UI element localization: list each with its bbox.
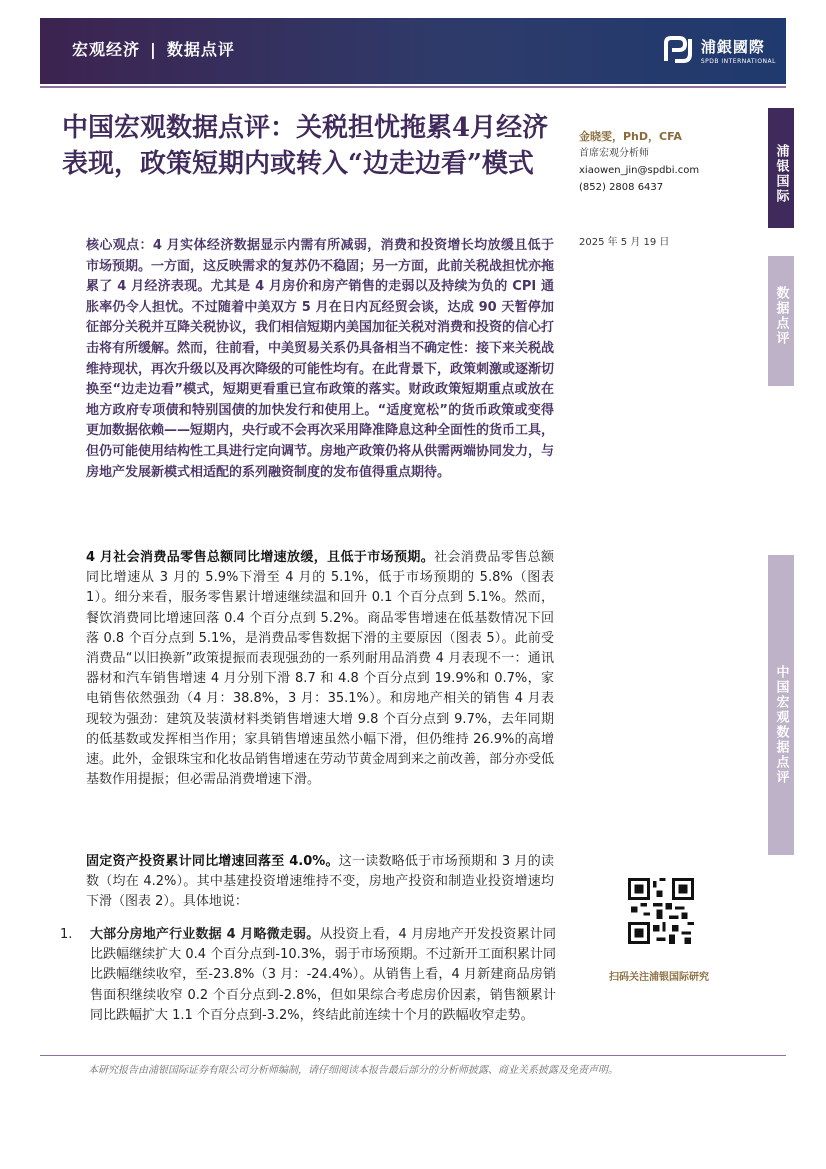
paragraph-lead: 固定资产投资累计同比增速回落至 4.0%。	[86, 854, 339, 869]
report-category	[72, 37, 235, 60]
author-name: 金晓雯，PhD，CFA	[579, 130, 682, 143]
header-divider	[40, 86, 786, 88]
paragraph-lead: 4 月社会消费品零售总额同比增速放缓，且低于市场预期。	[86, 550, 435, 565]
sidebar-tab-brand	[768, 108, 794, 228]
sidebar-tab-series-label: 中国宏观数据点评	[773, 665, 789, 785]
report-title: 中国宏观数据点评：关税担忧拖累4月经济表现，政策短期内或转入“边走边看”模式	[62, 113, 549, 179]
author-phone: (852) 2808 6437	[579, 182, 664, 193]
logo-chinese-name: 浦銀國際	[700, 37, 765, 56]
list-item-lead: 大部分房地产行业数据 4 月略微走弱。	[90, 927, 320, 942]
report-header-band	[40, 18, 786, 84]
list-item-number: 1.	[60, 927, 73, 942]
key-takeaways: 核心观点：4 月实体经济数据显示内需有所减弱，消费和投资增长均放缓且低于市场预期。一方面，这反映需求的复苏仍不稳固；另一方面，此前关税战担忧亦拖累了 4 月经济表现。尤其是 4 月房价和房产销售的走弱以及持续为负的 CPI 通胀率仍令人担忧。不过随着中美双方 5 月在日内瓦经贸会谈，达成 90 天暂停加征部分关税并互降关税协议，我们相信短期内美国加征关税对消费和投资的信心打击将有所缓解。然而，往前看，中美贸易关系仍具备相当不确定性：接下来关税战维持现状，再次升级以及再次降级的可能性均有。在此背景下，政策刺激或逐渐切换至“边走边看”模式，短期更看重已宣布政策的落实。财政政策短期重点或放在地方政府专项债和特别国债的加快发行和使用上。“适度宽松”的货币政策或变得更加数据依赖——短期内，央行或不会再次采用降准降息这种全面性的货币工具，但仍可能使用结构性工具进行定向调节。房地产政策仍将从供需两端协同发力，与房地产发展新模式相适配的系列融资制度的发布值得重点期待。	[86, 238, 555, 480]
author-email[interactable]: xiaowen_jin@spdbi.com	[579, 165, 700, 176]
sidebar-tab-brand-label: 浦银国际	[773, 144, 789, 204]
qr-caption: 扫码关注浦银国际研究	[609, 972, 709, 983]
category-separator: |	[150, 40, 157, 59]
author-role: 首席宏观分析师	[579, 148, 649, 159]
paragraph-body: 这一读数略低于市场预期和 3 月的读数（均在 4.2%）。其中基建投资增速维持不变，房地产投资和制造业投资增速均下滑（图表 2）。具体地说：	[86, 854, 554, 910]
sidebar-tab-type-label: 数据点评	[773, 286, 789, 346]
qr-code-icon[interactable]	[628, 878, 694, 944]
footer-divider	[40, 1055, 786, 1056]
paragraph-fixed-asset-investment	[86, 852, 554, 913]
spdb-logo	[661, 33, 776, 67]
logo-mark-icon	[661, 33, 695, 67]
paragraph-retail-sales	[86, 548, 554, 790]
category-label: 宏观经济	[72, 40, 141, 59]
logo-english-name: SPDB INTERNATIONAL	[700, 57, 776, 65]
list-item-body: 从投资上看，4 月房地产开发投资累计同比跌幅继续扩大 0.4 个百分点到-10.3%，弱于市场预期。不过新开工面积累计同比跌幅继续收窄，至-23.8%（3 月：-24.4%）。从销售上看，4 月新建商品房销售面积继续收窄 0.2 个百分点到-2.8%，但如果综合考虑房价因素，销售额累计同比跌幅扩大 1.1 个百分点到-3.2%，终结此前连续十个月的跌幅收窄走势。	[90, 927, 556, 1023]
list-item	[90, 925, 556, 1026]
paragraph-body: 社会消费品零售总额同比增速从 3 月的 5.9%下滑至 4 月的 5.1%，低于市场预期的 5.8%（图表 1）。细分来看，服务零售累计增速继续温和回升 0.1 个百分点到 5.1%。然而，餐饮消费同比增速回落 0.4 个百分点到 5.2%。商品零售增速在低基数情况下回落 0.8 个百分点到 5.1%，是消费品零售数据下滑的主要原因（图表 5）。此前受消费品“以旧换新”政策提振而表现强劲的一系列耐用品消费 4 月表现不一：通讯器材和汽车销售增速 4 月分别下滑 8.7 和 4.8 个百分点到 19.9%和 0.7%，家电销售依然强劲（4 月：38.8%，3 月：35.1%）。和房地产相关的销售 4 月表现较为强劲：建筑及装潢材料类销售增速大增 9.8 个百分点到 9.7%，去年同期的低基数或发挥相当作用；家具销售增速虽然小幅下滑，但仍维持 26.9%的高增速。此外，金银珠宝和化妆品销售增速在劳动节黄金周到来之前改善，部分亦受低基数作用提振；但必需品消费增速下滑。	[86, 550, 555, 788]
sidebar-tab-type	[768, 256, 794, 386]
disclaimer-footer: 本研究报告由浦银国际证券有限公司分析师编制，请仔细阅读本报告最后部分的分析师披露、商业关系披露及免责声明。	[88, 1065, 618, 1076]
subcategory-label: 数据点评	[166, 40, 235, 59]
sidebar-tab-series	[768, 555, 794, 855]
author-block	[579, 128, 759, 196]
report-date: 2025 年 5 月 19 日	[579, 237, 670, 248]
